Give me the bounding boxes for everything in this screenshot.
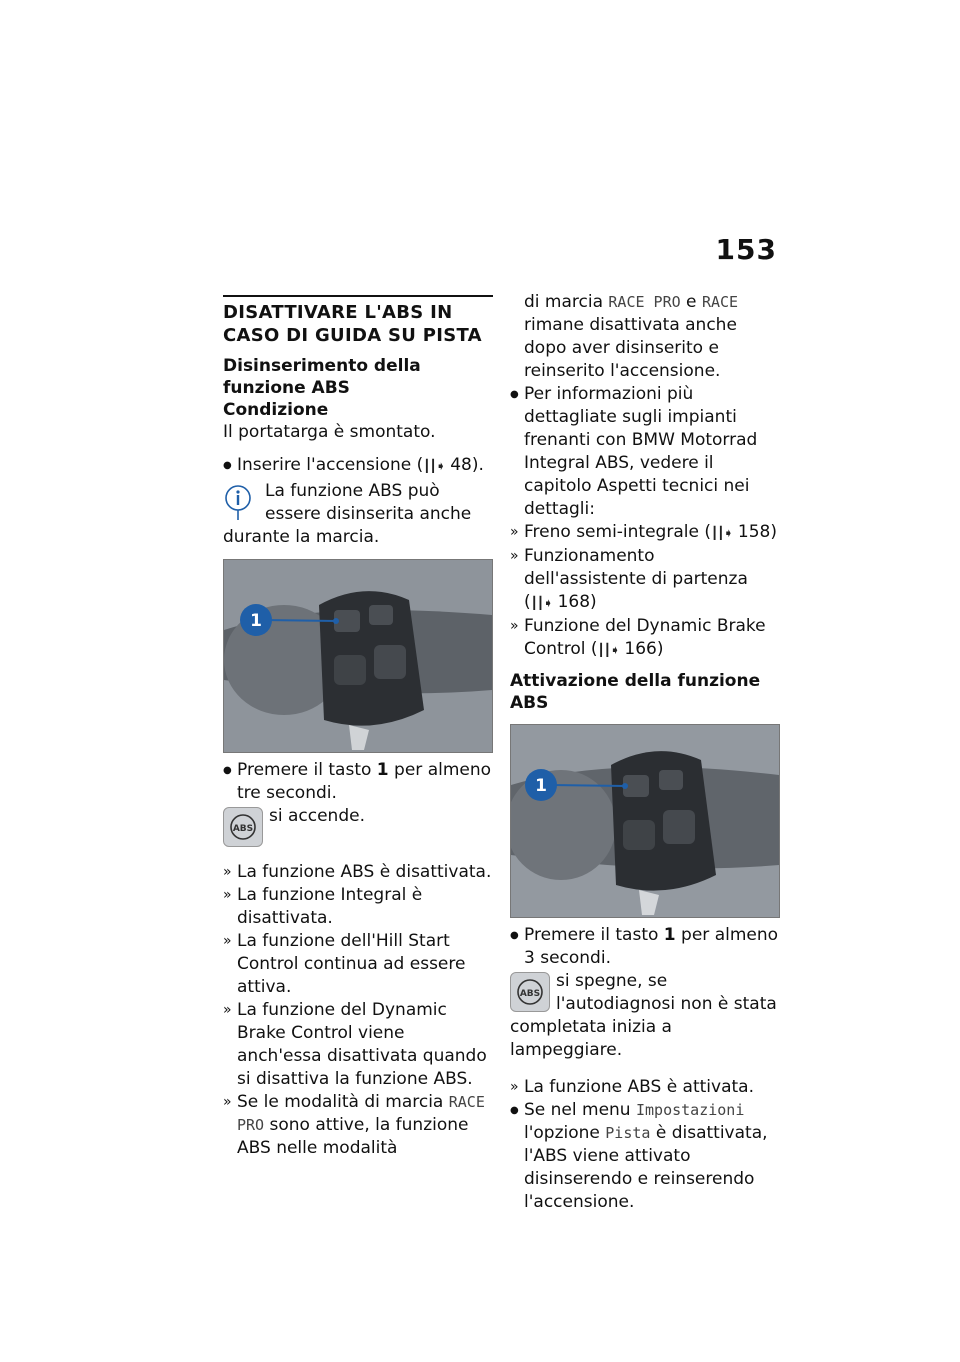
- menu-name: Impostazioni: [636, 1101, 745, 1119]
- result-item: » La funzione Integral è disattivata.: [223, 884, 493, 930]
- activation-heading: Attivazione della funzione ABS: [510, 671, 761, 713]
- abs-warning-icon: [223, 807, 263, 847]
- condition-heading: Condizione: [223, 400, 329, 420]
- page-arrow-icon: ┃┃➧: [597, 643, 620, 657]
- step-press-key: ● Premere il tasto 1 per almeno tre secondi.: [223, 759, 493, 805]
- handlebar-photo: [223, 559, 493, 753]
- abs-indicator-row: [223, 805, 493, 853]
- abs-indicator-text: si accende.: [269, 806, 365, 826]
- figure-callout-1: 1: [535, 776, 547, 796]
- section-title: DISATTIVARE L'ABS IN CASO DI GUIDA SU PISTA: [223, 302, 482, 346]
- reference-item: » Freno semi-integrale (┃┃➧ 158): [510, 521, 780, 545]
- page-arrow-icon: ┃┃➧: [710, 526, 733, 540]
- right-column: [510, 291, 780, 1214]
- menu-option: Pista: [605, 1124, 651, 1142]
- result-item: » La funzione ABS è disattivata.: [223, 861, 493, 884]
- step-press-key: ● Premere il tasto 1 per almeno 3 secondi.: [510, 924, 780, 970]
- page-ref[interactable]: 168: [557, 592, 591, 612]
- page-number: 153: [715, 233, 777, 266]
- page-arrow-icon: ┃┃➧: [423, 459, 445, 473]
- reference-item: » Funzione del Dynamic Brake Control (┃┃➧ 166): [510, 615, 780, 662]
- page-arrow-icon: ┃┃➧: [530, 596, 553, 610]
- result-item: » La funzione ABS è attivata.: [510, 1076, 780, 1099]
- page-ref[interactable]: 166: [624, 639, 657, 659]
- subsection-title: Disinserimento della funzione ABS: [223, 356, 421, 398]
- note-text: La funzione ABS può essere disinserita anche durante la marcia.: [223, 481, 472, 547]
- result-item: » Se le modalità di marcia RACE PRO sono attive, la funzione ABS nelle modalità: [223, 1091, 493, 1160]
- abs-indicator-row: [510, 970, 780, 1068]
- svg-text:ABS: ABS: [519, 989, 541, 999]
- abs-indicator-text: si spegne, se l'autodiagnosi non è stata completata inizia a lampeggiare.: [510, 971, 777, 1060]
- result-item: » La funzione dell'Hill Start Control continua ad essere attiva.: [223, 930, 493, 999]
- page-ref[interactable]: 158: [737, 522, 771, 542]
- step-ignition: ● Inserire l'accensione (┃┃➧ 48).: [223, 454, 493, 478]
- condition-text: Il portatarga è smontato.: [223, 422, 436, 442]
- abs-warning-icon: [510, 972, 550, 1012]
- handlebar-photo: [510, 724, 780, 918]
- figure-callout-1: 1: [250, 611, 262, 631]
- left-column: [223, 290, 493, 1160]
- info-bullet: ● Per informazioni più dettagliate sugli impianti frenanti con BMW Motorrad Integral ABS, vedere il capitolo Aspetti tecnici nei dettagli:: [510, 383, 780, 521]
- section-rule: [223, 295, 493, 297]
- result-item: » La funzione del Dynamic Brake Control viene anch'essa disattivata quando si disattiva la funzione ABS.: [223, 999, 493, 1091]
- page-ref[interactable]: 48: [450, 455, 472, 475]
- continued-text: di marcia RACE PRO e RACE rimane disattivata anche dopo aver disinserito e reinserito l'accensione.: [524, 292, 739, 381]
- reference-item: » Funzionamento dell'assistente di partenza (┃┃➧ 168): [510, 545, 780, 615]
- info-icon: [223, 484, 253, 522]
- info-note: [223, 480, 493, 549]
- svg-text:ABS: ABS: [232, 824, 254, 834]
- menu-note: ● Se nel menu Impostazioni l'opzione Pista è disattivata, l'ABS viene attivato disinserendo e reinserendo l'accensione.: [510, 1099, 780, 1214]
